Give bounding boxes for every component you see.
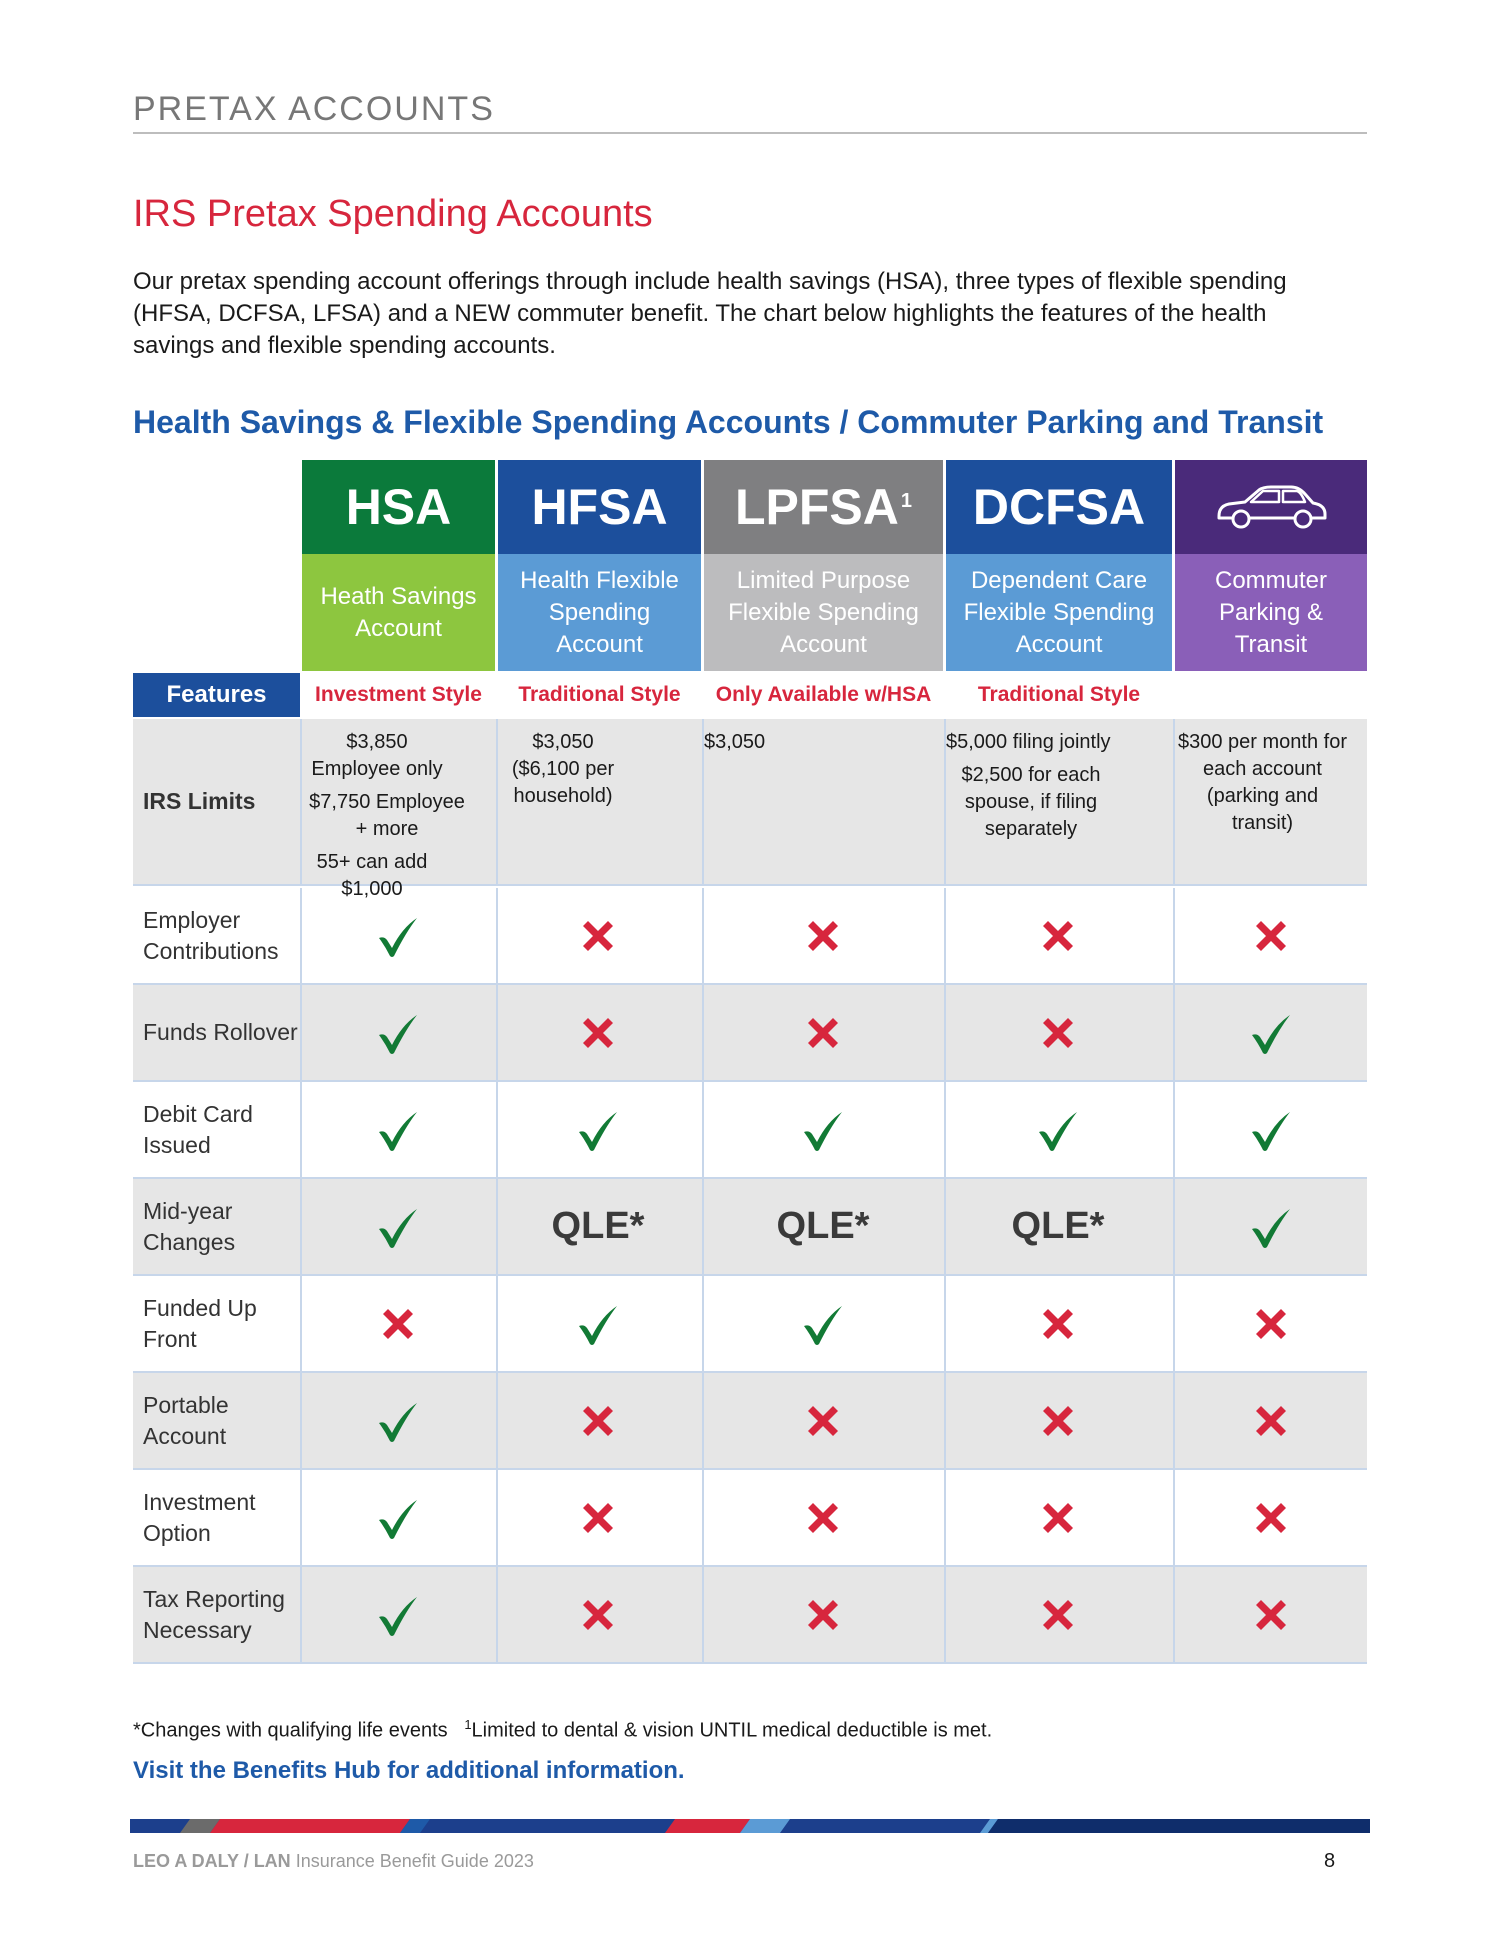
check-icon [376, 914, 420, 958]
footnote-marker: 1 [464, 1717, 472, 1732]
commuter-limit: $300 per month for each account (parking and transit) [1178, 731, 1347, 834]
lpfsa-irs-limit [704, 719, 943, 884]
check-icon [376, 1205, 420, 1249]
cross-icon [1252, 917, 1290, 955]
hfsa-header [498, 460, 701, 554]
check-icon [576, 1108, 620, 1152]
table-header-abbreviations [133, 460, 1367, 554]
feature-value [1211, 1082, 1331, 1177]
feature-value [538, 1373, 658, 1468]
features-label: Features [133, 673, 300, 717]
check-icon [801, 1108, 845, 1152]
chart-title: Health Savings & Flexible Spending Accounts / Commuter Parking and Transit [133, 404, 1324, 440]
section-title: PRETAX ACCOUNTS [133, 90, 495, 128]
feature-value [998, 888, 1118, 983]
feature-value [1211, 1567, 1331, 1662]
feature-value [538, 888, 658, 983]
dcfsa-irs-limit [946, 719, 1172, 884]
feature-value [338, 1567, 458, 1662]
dcfsa-limit-separate: $2,500 for each spouse, if filing separately [961, 764, 1101, 840]
table-row [133, 888, 1367, 985]
feature-value [1211, 985, 1331, 1080]
table-row [133, 1179, 1367, 1276]
check-icon [576, 1302, 620, 1346]
table-row [133, 1082, 1367, 1179]
cross-icon [804, 1499, 842, 1537]
cross-icon [1039, 1402, 1077, 1440]
feature-value [538, 1276, 658, 1371]
feature-value [763, 1470, 883, 1565]
commuter-header [1175, 460, 1367, 554]
feature-value [538, 1470, 658, 1565]
footnote [133, 1717, 992, 1743]
hsa-irs-limit [302, 719, 495, 900]
dcfsa-limit-joint: $5,000 filing jointly [946, 731, 1111, 753]
hfsa-irs-limit [498, 719, 701, 884]
feature-value [338, 1179, 458, 1274]
cross-icon [1039, 1499, 1077, 1537]
check-icon [376, 1593, 420, 1637]
check-icon [801, 1302, 845, 1346]
feature-label: Employer Contributions [143, 906, 279, 964]
feature-label: Portable Account [143, 1391, 229, 1449]
feature-value [1211, 1470, 1331, 1565]
footer-brand [133, 1851, 534, 1872]
feature-value [338, 1276, 458, 1371]
check-icon [1036, 1108, 1080, 1152]
hsa-limit-single: $3,850 Employee only [311, 731, 443, 780]
feature-label: Funds Rollover [143, 1019, 298, 1045]
irs-limits-label: IRS Limits [143, 788, 256, 814]
feature-value [1211, 1179, 1331, 1274]
hsa-full-name: Heath Savings Account [302, 554, 495, 671]
footer-guide: Insurance Benefit Guide 2023 [295, 1851, 534, 1871]
commuter-irs-limit [1175, 719, 1367, 884]
page-number: 8 [1324, 1850, 1336, 1872]
feature-value [998, 1470, 1118, 1565]
cross-icon [579, 917, 617, 955]
qle-text: QLE* [551, 1205, 645, 1247]
table-row [133, 1373, 1367, 1470]
feature-label: Mid-year Changes [143, 1197, 236, 1255]
feature-value [1211, 1373, 1331, 1468]
dcfsa-full-name: Dependent Care Flexible Spending Account [946, 554, 1172, 671]
hfsa-style: Traditional Style [498, 673, 701, 717]
feature-value [538, 985, 658, 1080]
cross-icon [804, 1402, 842, 1440]
check-icon [1249, 1011, 1293, 1055]
qle-text: QLE* [776, 1205, 870, 1247]
footnote-lpfsa: Limited to dental & vision UNTIL medical deductible is met. [471, 1719, 993, 1742]
cross-icon [379, 1305, 417, 1343]
feature-value [763, 888, 883, 983]
dcfsa-style: Traditional Style [946, 673, 1172, 717]
hsa-style: Investment Style [302, 673, 495, 717]
cross-icon [1039, 1014, 1077, 1052]
lpfsa-limit: $3,050 [704, 731, 766, 753]
hfsa-full-name: Health Flexible Spending Account [498, 554, 701, 671]
feature-value [338, 1470, 458, 1565]
check-icon [376, 1108, 420, 1152]
cross-icon [579, 1596, 617, 1634]
lpfsa-full-name: Limited Purpose Flexible Spending Account [704, 554, 943, 671]
check-icon [1249, 1108, 1293, 1152]
feature-value [538, 1179, 658, 1274]
commuter-style [1175, 673, 1367, 717]
hsa-abbr: HSA [345, 479, 452, 535]
feature-value [763, 1082, 883, 1177]
cross-icon [1252, 1305, 1290, 1343]
feature-label: Tax Reporting Necessary [143, 1585, 285, 1643]
hsa-limit-catchup: 55+ can add $1,000 [316, 851, 428, 900]
cross-icon [1252, 1499, 1290, 1537]
feature-value [338, 1082, 458, 1177]
table-row [133, 1567, 1367, 1664]
footer-stripe [130, 1819, 1370, 1833]
table-row [133, 1276, 1367, 1373]
table-row [133, 1470, 1367, 1567]
feature-value [998, 1276, 1118, 1371]
page-title: IRS Pretax Spending Accounts [133, 193, 653, 235]
check-icon [376, 1011, 420, 1055]
feature-value [998, 1373, 1118, 1468]
feature-value [1211, 1276, 1331, 1371]
cross-icon [1252, 1596, 1290, 1634]
feature-value [998, 1082, 1118, 1177]
check-icon [1249, 1205, 1293, 1249]
cross-icon [1252, 1402, 1290, 1440]
feature-value [998, 1179, 1118, 1274]
cross-icon [579, 1499, 617, 1537]
feature-value [763, 985, 883, 1080]
lpfsa-abbr: LPFSA [734, 479, 899, 535]
feature-label: Funded Up Front [143, 1294, 257, 1352]
footnote-qle: *Changes with qualifying life events [133, 1719, 448, 1742]
hsa-header [302, 460, 495, 554]
hfsa-abbr: HFSA [531, 479, 668, 535]
qle-text: QLE* [1011, 1205, 1105, 1247]
cross-icon [804, 1014, 842, 1052]
table-row [133, 985, 1367, 1082]
feature-value [538, 1567, 658, 1662]
check-icon [376, 1496, 420, 1540]
feature-value [998, 985, 1118, 1080]
feature-value [538, 1082, 658, 1177]
cross-icon [1039, 1596, 1077, 1634]
feature-value [763, 1179, 883, 1274]
cross-icon [579, 1402, 617, 1440]
benefits-hub-link[interactable]: Visit the Benefits Hub for additional information. [133, 1757, 685, 1784]
cross-icon [1039, 917, 1077, 955]
cross-icon [804, 917, 842, 955]
intro-paragraph: Our pretax spending account offerings through include health savings (HSA), three types of flexible spending (HFSA, DCFSA, LFSA) and a NEW commuter benefit. The chart below highlights the features of the health savings and flexible spending accounts. [133, 268, 1287, 359]
car-icon [1211, 482, 1331, 532]
dcfsa-abbr: DCFSA [972, 479, 1146, 535]
cross-icon [1039, 1305, 1077, 1343]
footer-company: LEO A DALY / LAN [133, 1851, 291, 1871]
check-icon [376, 1399, 420, 1443]
feature-label: Debit Card Issued [143, 1100, 253, 1158]
commuter-full-name: Commuter Parking & Transit [1175, 554, 1367, 671]
cross-icon [579, 1014, 617, 1052]
hfsa-limit: $3,050 ($6,100 per household) [511, 731, 615, 807]
feature-value [1211, 888, 1331, 983]
feature-value [338, 1373, 458, 1468]
feature-value [763, 1567, 883, 1662]
hsa-limit-family: $7,750 Employee + more [309, 791, 465, 840]
feature-value [338, 985, 458, 1080]
lpfsa-footnote-marker: 1 [900, 489, 913, 512]
feature-value [338, 888, 458, 983]
section-divider [133, 132, 1367, 134]
irs-limits-row [133, 719, 1367, 900]
lpfsa-header [704, 460, 943, 554]
feature-label: Investment Option [143, 1488, 256, 1546]
lpfsa-style: Only Available w/HSA [704, 673, 943, 717]
cross-icon [804, 1596, 842, 1634]
dcfsa-header [946, 460, 1172, 554]
feature-value [763, 1373, 883, 1468]
feature-value [763, 1276, 883, 1371]
feature-value [998, 1567, 1118, 1662]
